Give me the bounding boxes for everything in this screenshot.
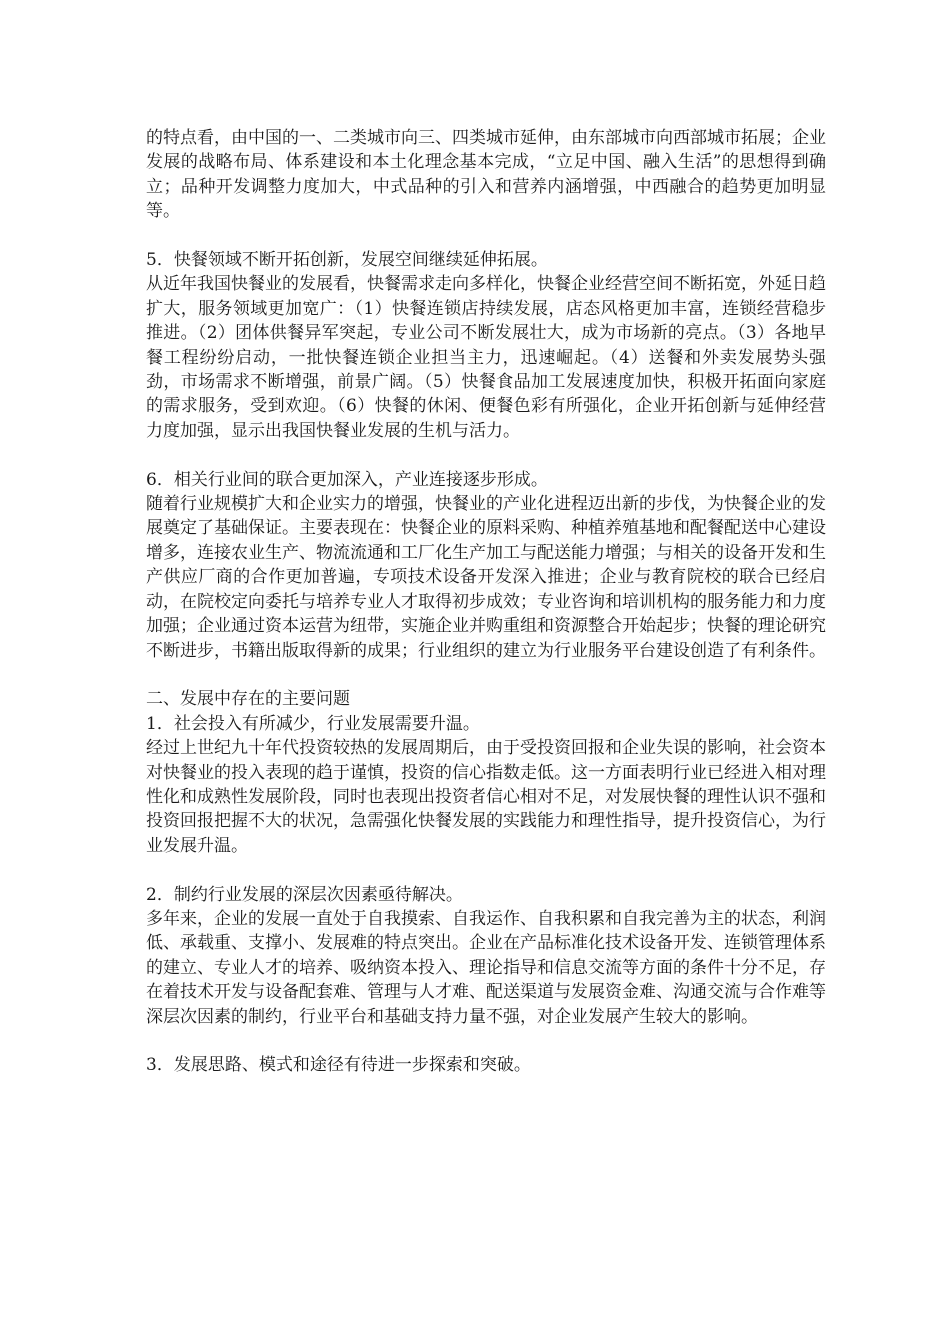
- paragraph-gap: [146, 663, 826, 687]
- item-5-heading: 5．快餐领域不断开拓创新，发展空间继续延伸拓展。: [146, 250, 548, 271]
- paragraph-gap: [146, 858, 826, 882]
- item-6-paragraph: 随着行业规模扩大和企业实力的增强，快餐业的产业化进程迈出新的步伐，为快餐企业的发展奠定了基础保证。主要表现在：快餐企业的原料采购、种植养殖基地和配餐配送中心建设增多，连接农业生产、物流流通和工厂化生产加工与配送能力增强；与相关的设备开发和生产供应厂商的合作更加普遍，专项技术设备开发深入推进；企业与教育院校的联合已经启动，在院校定向委托与培养专业人才取得初步成效；专业咨询和培训机构的服务能力和力度加强；企业通过资本运营为纽带，实施企业并购重组和资源整合开始起步；快餐的理论研究不断进步，书籍出版取得新的成果；行业组织的建立为行业服务平台建设创造了有利条件。: [146, 494, 826, 661]
- item-6-heading: 6．相关行业间的联合更加深入，产业连接逐步形成。: [146, 469, 548, 490]
- section-2-item-3-heading: 3．发展思路、模式和途径有待进一步探索和突破。: [146, 1055, 531, 1076]
- section-2-item-2-paragraph: 多年来，企业的发展一直处于自我摸索、自我运作、自我积累和自我完善为主的状态，利润低、承载重、支撑小、发展难的特点突出。企业在产品标准化技术设备开发、连锁管理体系的建立、专业人才的培养、吸纳资本投入、理论指导和信息交流等方面的条件十分不足，存在着技术开发与设备配套难、管理与人才难、配送渠道与发展资金难、沟通交流与合作难等深层次因素的制约，行业平台和基础支持力量不强，对企业发展产生较大的影响。: [146, 908, 826, 1027]
- paragraph-gap: [146, 1029, 826, 1053]
- paragraph-gap: [146, 224, 826, 248]
- item-5-paragraph: 从近年我国快餐业的发展看，快餐需求走向多样化，快餐企业经营空间不断拓宽，外延日趋扩大，服务领域更加宽广：（1）快餐连锁店持续发展，店态风格更加丰富，连锁经营稳步推进。（2）团体供餐异军突起，专业公司不断发展壮大，成为市场新的亮点。（3）各地早餐工程纷纷启动，一批快餐连锁企业担当主力，迅速崛起。（4）送餐和外卖发展势头强劲，市场需求不断增强，前景广阔。（5）快餐食品加工发展速度加快，积极开拓面向家庭的需求服务，受到欢迎。（6）快餐的休闲、便餐色彩有所强化，企业开拓创新与延伸经营力度加强，显示出我国快餐业发展的生机与活力。: [146, 274, 826, 441]
- section-2-item-1-paragraph: 经过上世纪九十年代投资较热的发展周期后，由于受投资回报和企业失误的影响，社会资本对快餐业的投入表现的趋于谨慎，投资的信心指数走低。这一方面表明行业已经进入相对理性化和成熟性发展阶段，同时也表现出投资者信心相对不足，对发展快餐的理性认识不强和投资回报把握不大的状况，急需强化快餐发展的实践能力和理性指导，提升投资信心，为行业发展升温。: [146, 738, 826, 856]
- document-page: [146, 126, 826, 1078]
- paragraph-gap: [146, 443, 826, 467]
- section-2-item-2-heading: 2．制约行业发展的深层次因素亟待解决。: [146, 884, 463, 905]
- section-2-item-1-heading: 1．社会投入有所减少，行业发展需要升温。: [146, 713, 480, 734]
- section-2-heading: 二、发展中存在的主要问题: [146, 689, 350, 710]
- intro-paragraph: 的特点看，由中国的一、二类城市向三、四类城市延伸，由东部城市向西部城市拓展；企业发展的战略布局、体系建设和本土化理念基本完成，“立足中国、融入生活”的思想得到确立；品种开发调整力度加大，中式品种的引入和营养内涵增强，中西融合的趋势更加明显等。: [146, 128, 826, 222]
